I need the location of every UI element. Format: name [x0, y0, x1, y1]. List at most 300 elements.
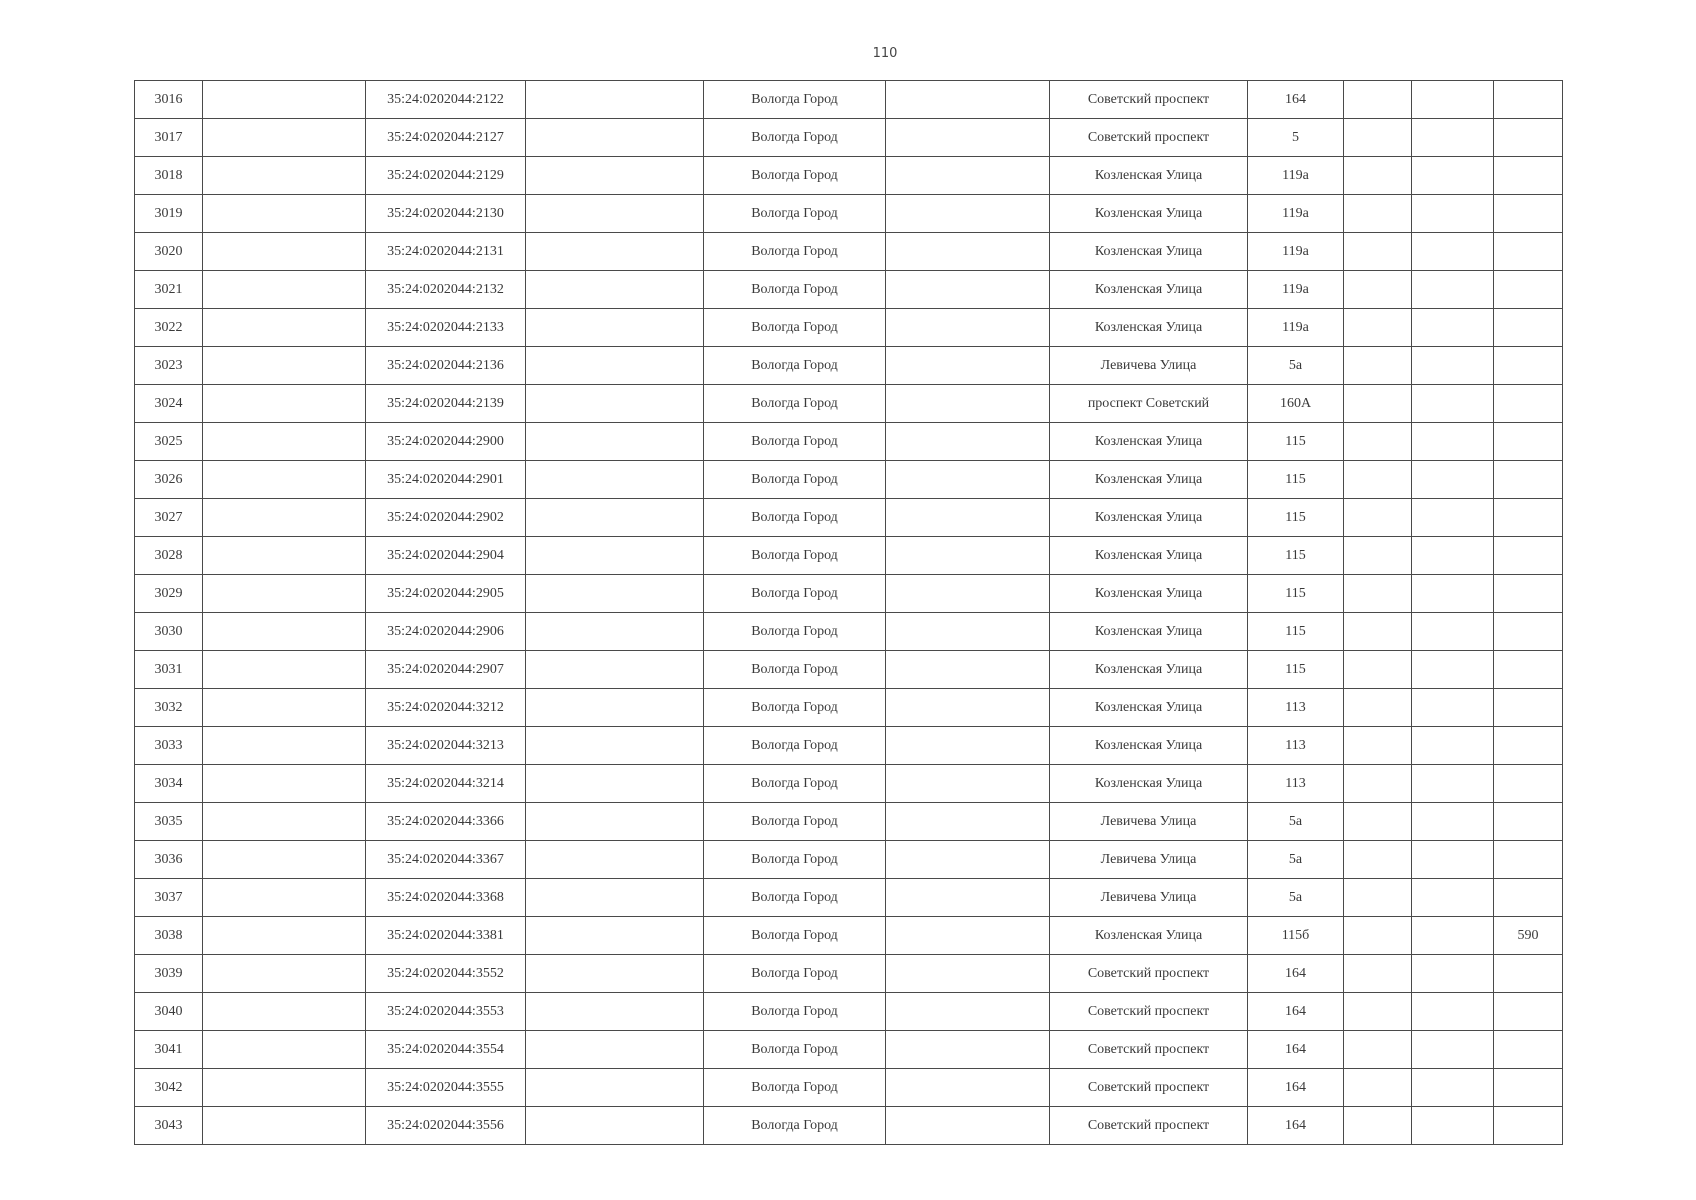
- blank-cell: [203, 727, 366, 765]
- locality-cell: Вологда Город: [704, 537, 886, 575]
- street-cell: Советский проспект: [1050, 1031, 1248, 1069]
- cadastral-number-cell: 35:24:0202044:3213: [366, 727, 526, 765]
- house-number-cell: 164: [1248, 993, 1344, 1031]
- blank-cell: [526, 613, 704, 651]
- blank-cell: [203, 537, 366, 575]
- table-row: [135, 347, 1563, 385]
- cadastral-number-cell: 35:24:0202044:2905: [366, 575, 526, 613]
- blank-cell: [1412, 765, 1494, 803]
- blank-cell: [203, 347, 366, 385]
- locality-cell: Вологда Город: [704, 879, 886, 917]
- cadastral-number-cell: 35:24:0202044:2136: [366, 347, 526, 385]
- blank-cell: [1412, 651, 1494, 689]
- blank-cell: [526, 993, 704, 1031]
- locality-cell: Вологда Город: [704, 271, 886, 309]
- table-row: [135, 81, 1563, 119]
- blank-cell: [203, 119, 366, 157]
- value-cell: [1494, 727, 1563, 765]
- table-row: [135, 917, 1563, 955]
- house-number-cell: 113: [1248, 689, 1344, 727]
- table-row: [135, 423, 1563, 461]
- locality-cell: Вологда Город: [704, 613, 886, 651]
- row-number-cell: 3033: [135, 727, 203, 765]
- row-number-cell: 3016: [135, 81, 203, 119]
- blank-cell: [1412, 195, 1494, 233]
- blank-cell: [526, 1031, 704, 1069]
- blank-cell: [203, 689, 366, 727]
- blank-cell: [886, 271, 1050, 309]
- locality-cell: Вологда Город: [704, 195, 886, 233]
- row-number-cell: 3041: [135, 1031, 203, 1069]
- blank-cell: [886, 727, 1050, 765]
- row-number-cell: 3029: [135, 575, 203, 613]
- row-number-cell: 3043: [135, 1107, 203, 1145]
- street-cell: Левичева Улица: [1050, 347, 1248, 385]
- street-cell: Козленская Улица: [1050, 309, 1248, 347]
- blank-cell: [203, 613, 366, 651]
- value-cell: [1494, 841, 1563, 879]
- table-row: [135, 385, 1563, 423]
- locality-cell: Вологда Город: [704, 803, 886, 841]
- house-number-cell: 115: [1248, 651, 1344, 689]
- street-cell: Козленская Улица: [1050, 157, 1248, 195]
- blank-cell: [1412, 993, 1494, 1031]
- blank-cell: [526, 1107, 704, 1145]
- row-number-cell: 3019: [135, 195, 203, 233]
- row-number-cell: 3038: [135, 917, 203, 955]
- blank-cell: [526, 689, 704, 727]
- house-number-cell: 119а: [1248, 195, 1344, 233]
- value-cell: [1494, 233, 1563, 271]
- street-cell: Левичева Улица: [1050, 803, 1248, 841]
- street-cell: Козленская Улица: [1050, 727, 1248, 765]
- table-row: [135, 651, 1563, 689]
- blank-cell: [886, 157, 1050, 195]
- row-number-cell: 3030: [135, 613, 203, 651]
- cadastral-number-cell: 35:24:0202044:2133: [366, 309, 526, 347]
- blank-cell: [203, 499, 366, 537]
- blank-cell: [1412, 841, 1494, 879]
- blank-cell: [1344, 841, 1412, 879]
- house-number-cell: 164: [1248, 1031, 1344, 1069]
- table-row: [135, 537, 1563, 575]
- cadastral-number-cell: 35:24:0202044:2139: [366, 385, 526, 423]
- value-cell: [1494, 879, 1563, 917]
- blank-cell: [1412, 309, 1494, 347]
- blank-cell: [203, 1031, 366, 1069]
- cadastral-number-cell: 35:24:0202044:2901: [366, 461, 526, 499]
- row-number-cell: 3037: [135, 879, 203, 917]
- blank-cell: [1412, 917, 1494, 955]
- table-row: [135, 1031, 1563, 1069]
- row-number-cell: 3028: [135, 537, 203, 575]
- blank-cell: [886, 765, 1050, 803]
- blank-cell: [1412, 727, 1494, 765]
- blank-cell: [886, 233, 1050, 271]
- value-cell: [1494, 271, 1563, 309]
- blank-cell: [1412, 271, 1494, 309]
- row-number-cell: 3034: [135, 765, 203, 803]
- row-number-cell: 3026: [135, 461, 203, 499]
- house-number-cell: 119а: [1248, 233, 1344, 271]
- house-number-cell: 115: [1248, 499, 1344, 537]
- house-number-cell: 164: [1248, 81, 1344, 119]
- row-number-cell: 3027: [135, 499, 203, 537]
- street-cell: Советский проспект: [1050, 81, 1248, 119]
- row-number-cell: 3035: [135, 803, 203, 841]
- blank-cell: [886, 1031, 1050, 1069]
- blank-cell: [526, 955, 704, 993]
- blank-cell: [886, 81, 1050, 119]
- blank-cell: [1344, 803, 1412, 841]
- blank-cell: [1412, 575, 1494, 613]
- table-row: [135, 765, 1563, 803]
- blank-cell: [203, 575, 366, 613]
- value-cell: [1494, 1031, 1563, 1069]
- street-cell: Козленская Улица: [1050, 195, 1248, 233]
- blank-cell: [886, 689, 1050, 727]
- blank-cell: [203, 81, 366, 119]
- table-row: [135, 1107, 1563, 1145]
- blank-cell: [1344, 613, 1412, 651]
- blank-cell: [526, 879, 704, 917]
- value-cell: [1494, 955, 1563, 993]
- blank-cell: [886, 1107, 1050, 1145]
- cadastral-number-cell: 35:24:0202044:3367: [366, 841, 526, 879]
- house-number-cell: 5: [1248, 119, 1344, 157]
- registry-table-body: [135, 81, 1563, 1145]
- value-cell: [1494, 195, 1563, 233]
- street-cell: Козленская Улица: [1050, 537, 1248, 575]
- value-cell: [1494, 1107, 1563, 1145]
- blank-cell: [526, 347, 704, 385]
- blank-cell: [1344, 233, 1412, 271]
- blank-cell: [1344, 309, 1412, 347]
- row-number-cell: 3031: [135, 651, 203, 689]
- blank-cell: [1344, 271, 1412, 309]
- cadastral-number-cell: 35:24:0202044:3366: [366, 803, 526, 841]
- blank-cell: [203, 879, 366, 917]
- blank-cell: [886, 803, 1050, 841]
- table-row: [135, 499, 1563, 537]
- blank-cell: [203, 765, 366, 803]
- cadastral-number-cell: 35:24:0202044:3212: [366, 689, 526, 727]
- blank-cell: [886, 841, 1050, 879]
- house-number-cell: 119а: [1248, 271, 1344, 309]
- blank-cell: [526, 803, 704, 841]
- table-row: [135, 689, 1563, 727]
- blank-cell: [203, 841, 366, 879]
- cadastral-number-cell: 35:24:0202044:3552: [366, 955, 526, 993]
- blank-cell: [886, 955, 1050, 993]
- street-cell: Козленская Улица: [1050, 765, 1248, 803]
- street-cell: Козленская Улица: [1050, 423, 1248, 461]
- blank-cell: [1344, 1031, 1412, 1069]
- blank-cell: [526, 1069, 704, 1107]
- table-row: [135, 803, 1563, 841]
- blank-cell: [886, 461, 1050, 499]
- street-cell: Советский проспект: [1050, 119, 1248, 157]
- blank-cell: [1412, 233, 1494, 271]
- blank-cell: [526, 309, 704, 347]
- blank-cell: [1412, 803, 1494, 841]
- row-number-cell: 3018: [135, 157, 203, 195]
- cadastral-number-cell: 35:24:0202044:2907: [366, 651, 526, 689]
- table-row: [135, 727, 1563, 765]
- cadastral-number-cell: 35:24:0202044:2906: [366, 613, 526, 651]
- blank-cell: [1344, 1069, 1412, 1107]
- blank-cell: [526, 119, 704, 157]
- blank-cell: [1412, 423, 1494, 461]
- street-cell: Козленская Улица: [1050, 499, 1248, 537]
- blank-cell: [1344, 1107, 1412, 1145]
- blank-cell: [203, 955, 366, 993]
- street-cell: Левичева Улица: [1050, 841, 1248, 879]
- house-number-cell: 113: [1248, 765, 1344, 803]
- row-number-cell: 3025: [135, 423, 203, 461]
- blank-cell: [203, 423, 366, 461]
- value-cell: [1494, 537, 1563, 575]
- row-number-cell: 3032: [135, 689, 203, 727]
- value-cell: [1494, 803, 1563, 841]
- street-cell: Советский проспект: [1050, 1107, 1248, 1145]
- value-cell: [1494, 613, 1563, 651]
- blank-cell: [886, 195, 1050, 233]
- value-cell: [1494, 689, 1563, 727]
- house-number-cell: 115: [1248, 537, 1344, 575]
- row-number-cell: 3022: [135, 309, 203, 347]
- blank-cell: [1412, 955, 1494, 993]
- blank-cell: [886, 385, 1050, 423]
- blank-cell: [1344, 879, 1412, 917]
- street-cell: Советский проспект: [1050, 1069, 1248, 1107]
- blank-cell: [203, 309, 366, 347]
- table-row: [135, 993, 1563, 1031]
- house-number-cell: 164: [1248, 955, 1344, 993]
- blank-cell: [1412, 1107, 1494, 1145]
- cadastral-number-cell: 35:24:0202044:2131: [366, 233, 526, 271]
- blank-cell: [526, 271, 704, 309]
- blank-cell: [526, 765, 704, 803]
- street-cell: Козленская Улица: [1050, 689, 1248, 727]
- blank-cell: [1412, 613, 1494, 651]
- house-number-cell: 115: [1248, 461, 1344, 499]
- cadastral-number-cell: 35:24:0202044:2127: [366, 119, 526, 157]
- blank-cell: [886, 1069, 1050, 1107]
- blank-cell: [1412, 119, 1494, 157]
- blank-cell: [886, 309, 1050, 347]
- cadastral-number-cell: 35:24:0202044:3554: [366, 1031, 526, 1069]
- locality-cell: Вологда Город: [704, 993, 886, 1031]
- locality-cell: Вологда Город: [704, 917, 886, 955]
- cadastral-number-cell: 35:24:0202044:2129: [366, 157, 526, 195]
- locality-cell: Вологда Город: [704, 955, 886, 993]
- table-row: [135, 195, 1563, 233]
- blank-cell: [526, 917, 704, 955]
- value-cell: [1494, 651, 1563, 689]
- value-cell: [1494, 157, 1563, 195]
- value-cell: [1494, 423, 1563, 461]
- locality-cell: Вологда Город: [704, 727, 886, 765]
- locality-cell: Вологда Город: [704, 651, 886, 689]
- house-number-cell: 113: [1248, 727, 1344, 765]
- blank-cell: [1344, 461, 1412, 499]
- house-number-cell: 119а: [1248, 157, 1344, 195]
- row-number-cell: 3021: [135, 271, 203, 309]
- blank-cell: [526, 575, 704, 613]
- house-number-cell: 164: [1248, 1107, 1344, 1145]
- locality-cell: Вологда Город: [704, 309, 886, 347]
- value-cell: [1494, 309, 1563, 347]
- registry-table: [134, 80, 1563, 1145]
- blank-cell: [1344, 499, 1412, 537]
- locality-cell: Вологда Город: [704, 1107, 886, 1145]
- blank-cell: [1344, 993, 1412, 1031]
- value-cell: [1494, 461, 1563, 499]
- row-number-cell: 3020: [135, 233, 203, 271]
- table-row: [135, 1069, 1563, 1107]
- blank-cell: [526, 537, 704, 575]
- blank-cell: [1412, 499, 1494, 537]
- blank-cell: [203, 195, 366, 233]
- table-row: [135, 955, 1563, 993]
- blank-cell: [203, 233, 366, 271]
- cadastral-number-cell: 35:24:0202044:3555: [366, 1069, 526, 1107]
- value-cell: [1494, 81, 1563, 119]
- blank-cell: [886, 917, 1050, 955]
- value-cell: 590: [1494, 917, 1563, 955]
- blank-cell: [203, 917, 366, 955]
- cadastral-number-cell: 35:24:0202044:3381: [366, 917, 526, 955]
- street-cell: Козленская Улица: [1050, 233, 1248, 271]
- value-cell: [1494, 499, 1563, 537]
- table-row: [135, 309, 1563, 347]
- locality-cell: Вологда Город: [704, 81, 886, 119]
- blank-cell: [203, 651, 366, 689]
- locality-cell: Вологда Город: [704, 1031, 886, 1069]
- cadastral-number-cell: 35:24:0202044:2132: [366, 271, 526, 309]
- blank-cell: [886, 613, 1050, 651]
- table-row: [135, 157, 1563, 195]
- blank-cell: [886, 423, 1050, 461]
- blank-cell: [1344, 727, 1412, 765]
- street-cell: Козленская Улица: [1050, 271, 1248, 309]
- table-row: [135, 613, 1563, 651]
- locality-cell: Вологда Город: [704, 119, 886, 157]
- house-number-cell: 5а: [1248, 347, 1344, 385]
- blank-cell: [203, 385, 366, 423]
- house-number-cell: 115: [1248, 423, 1344, 461]
- value-cell: [1494, 1069, 1563, 1107]
- blank-cell: [1344, 689, 1412, 727]
- table-row: [135, 575, 1563, 613]
- blank-cell: [526, 461, 704, 499]
- street-cell: проспект Советский: [1050, 385, 1248, 423]
- blank-cell: [203, 157, 366, 195]
- locality-cell: Вологда Город: [704, 347, 886, 385]
- blank-cell: [203, 1069, 366, 1107]
- blank-cell: [1412, 461, 1494, 499]
- value-cell: [1494, 993, 1563, 1031]
- table-row: [135, 271, 1563, 309]
- table-row: [135, 879, 1563, 917]
- cadastral-number-cell: 35:24:0202044:3553: [366, 993, 526, 1031]
- street-cell: Козленская Улица: [1050, 917, 1248, 955]
- house-number-cell: 164: [1248, 1069, 1344, 1107]
- cadastral-number-cell: 35:24:0202044:2122: [366, 81, 526, 119]
- value-cell: [1494, 119, 1563, 157]
- blank-cell: [526, 233, 704, 271]
- row-number-cell: 3024: [135, 385, 203, 423]
- house-number-cell: 5а: [1248, 879, 1344, 917]
- street-cell: Козленская Улица: [1050, 651, 1248, 689]
- house-number-cell: 115: [1248, 575, 1344, 613]
- locality-cell: Вологда Город: [704, 1069, 886, 1107]
- blank-cell: [1344, 157, 1412, 195]
- blank-cell: [1344, 347, 1412, 385]
- cadastral-number-cell: 35:24:0202044:2904: [366, 537, 526, 575]
- blank-cell: [1412, 689, 1494, 727]
- blank-cell: [526, 157, 704, 195]
- blank-cell: [526, 81, 704, 119]
- value-cell: [1494, 575, 1563, 613]
- blank-cell: [886, 119, 1050, 157]
- table-row: [135, 841, 1563, 879]
- blank-cell: [526, 385, 704, 423]
- blank-cell: [1344, 119, 1412, 157]
- blank-cell: [1412, 347, 1494, 385]
- blank-cell: [886, 993, 1050, 1031]
- blank-cell: [526, 423, 704, 461]
- cadastral-number-cell: 35:24:0202044:2130: [366, 195, 526, 233]
- house-number-cell: 115б: [1248, 917, 1344, 955]
- cadastral-number-cell: 35:24:0202044:3368: [366, 879, 526, 917]
- row-number-cell: 3036: [135, 841, 203, 879]
- house-number-cell: 115: [1248, 613, 1344, 651]
- blank-cell: [526, 195, 704, 233]
- blank-cell: [526, 499, 704, 537]
- house-number-cell: 5а: [1248, 841, 1344, 879]
- blank-cell: [886, 651, 1050, 689]
- cadastral-number-cell: 35:24:0202044:2902: [366, 499, 526, 537]
- blank-cell: [1344, 385, 1412, 423]
- row-number-cell: 3040: [135, 993, 203, 1031]
- table-row: [135, 461, 1563, 499]
- row-number-cell: 3039: [135, 955, 203, 993]
- blank-cell: [203, 993, 366, 1031]
- blank-cell: [526, 651, 704, 689]
- table-row: [135, 233, 1563, 271]
- blank-cell: [203, 461, 366, 499]
- cadastral-number-cell: 35:24:0202044:3556: [366, 1107, 526, 1145]
- value-cell: [1494, 347, 1563, 385]
- locality-cell: Вологда Город: [704, 575, 886, 613]
- blank-cell: [203, 1107, 366, 1145]
- blank-cell: [203, 271, 366, 309]
- blank-cell: [886, 499, 1050, 537]
- street-cell: Козленская Улица: [1050, 575, 1248, 613]
- blank-cell: [1344, 81, 1412, 119]
- blank-cell: [1344, 765, 1412, 803]
- street-cell: Левичева Улица: [1050, 879, 1248, 917]
- locality-cell: Вологда Город: [704, 461, 886, 499]
- blank-cell: [1344, 955, 1412, 993]
- page-number: 110: [872, 46, 898, 61]
- value-cell: [1494, 385, 1563, 423]
- blank-cell: [886, 347, 1050, 385]
- house-number-cell: 5а: [1248, 803, 1344, 841]
- blank-cell: [526, 727, 704, 765]
